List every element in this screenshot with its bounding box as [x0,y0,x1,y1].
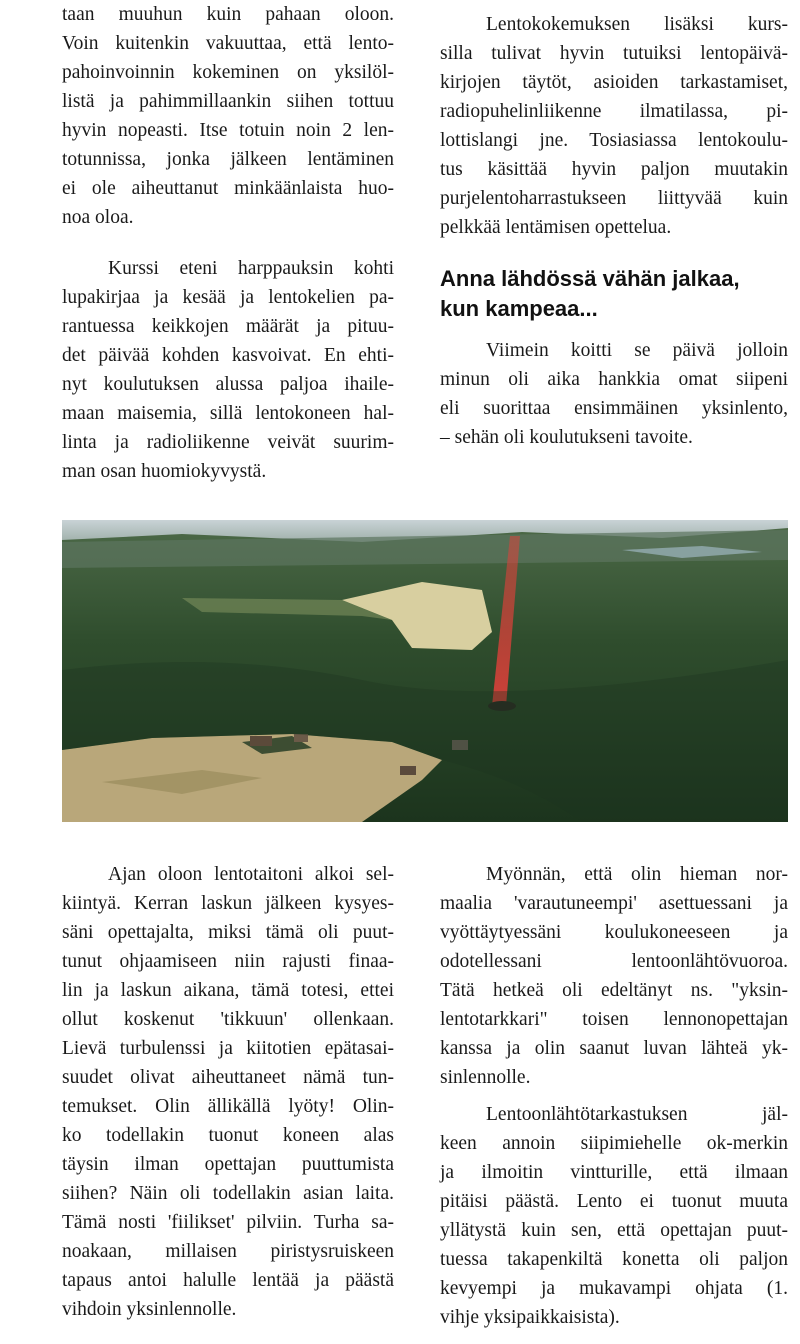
text-line: kirjojen täytöt, asioiden tarkastamiset, [440,72,788,93]
text-line: ko todellakin tuonut koneen alas [62,1125,394,1146]
text-line: listä ja pahimmillaankin siihen tottuu [62,91,394,112]
text-line: Tämä nosti 'fiilikset' pilviin. Turha sa- [62,1212,394,1233]
photo-image [62,520,788,822]
text-line: silla tulivat hyvin tutuiksi lentopäivä- [440,43,788,64]
text-line: hyvin nopeasti. Itse totuin noin 2 len- [62,120,394,141]
text-line: Ajan oloon lentotaitoni alkoi sel- [108,864,394,885]
aerial-landscape-photo [62,520,788,822]
text-line: ei ole aiheuttanut minkäänlaista huo- [62,178,394,199]
text-line: Myönnän, että olin hieman nor- [486,864,788,885]
text-line: Lievä turbulenssi ja kiitotien epätasai- [62,1038,394,1059]
text-line: tapaus antoi halulle lentää ja päästä [62,1270,394,1291]
text-line: vyöttäytyessäni koulukoneeseen ja [440,922,788,943]
text-line: tunut ohjaamiseen niin rajusti finaa- [62,951,394,972]
text-line: rantuessa keikkojen määrät ja pituu- [62,316,394,337]
text-line: kevyempi ja mukavampi ohjata (1. [440,1278,788,1299]
text-line: Tätä hetkeä oli edeltänyt ns. "yksin- [440,980,788,1001]
text-line: vihje yksipaikkaisista). [440,1307,620,1328]
text-line: Lentokokemuksen lisäksi kurs- [486,14,788,35]
text-line: temukset. Olin ällikällä lyöty! Olin- [62,1096,394,1117]
text-line: siihen? Näin oli todellakin asian laita. [62,1183,394,1204]
text-column-3 [62,860,394,1324]
text-line: ollut koskenut 'tikkuun' ollenkaan. [62,1009,394,1030]
text-line: kun kampeaa... [440,296,598,321]
text-line: noa oloa. [62,207,134,228]
text-line: radiopuhelinliikenne ilmatilassa, pi- [440,101,788,122]
text-line: lupakirjaa ja kesää ja lentokelien pa- [62,287,394,308]
text-column-1 [62,0,394,486]
text-line: maan maisemia, sillä lentokoneen hal- [62,403,394,424]
text-line: Kurssi eteni harppauksin kohti [108,258,394,279]
text-line: noakaan, millaisen piristysruiskeen [62,1241,394,1262]
text-line: odotellessani lentoonlähtövuoroa. [440,951,788,972]
text-line: ja ilmoitin vintturille, että ilmaan [440,1162,788,1183]
text-line: maalia 'varautuneempi' asettuessani ja [440,893,788,914]
text-line: keen annoin siipimiehelle ok-merkin [440,1133,788,1154]
text-column-2 [440,10,788,452]
text-line: – sehän oli koulutukseni tavoite. [440,427,693,448]
text-line: Lentoonlähtötarkastuksen jäl- [486,1104,788,1125]
section-heading [440,264,788,324]
text-line: minun oli aika hankkia omat siipeni [440,369,788,390]
paragraph [440,1100,788,1332]
text-line: tus käsittää hyvin paljon muutakin [440,159,788,180]
text-line: linta ja radioliikenne veivät suurim- [62,432,394,453]
text-line: lentotarkkari" toisen lennonopettajan [440,1009,788,1030]
text-line: sinlennolle. [440,1067,531,1088]
text-line: totunnissa, jonka jälkeen lentäminen [62,149,394,170]
text-line: eli suorittaa ensimmäinen yksinlento, [440,398,788,419]
paragraph [440,860,788,1092]
text-column-4 [440,860,788,1332]
text-line: vihdoin yksinlennolle. [62,1299,237,1320]
paragraph [62,0,394,232]
text-line: lottislangi jne. Tosiasiassa lentokoulu- [440,130,788,151]
text-line: lin ja laskun aikana, tämä totesi, ettei [62,980,394,1001]
text-line: det päivää kohden kasvoivat. En ehti- [62,345,394,366]
text-line: täysin ilman opettajan puuttumista [62,1154,394,1175]
text-line: kiintyä. Kerran laskun jälkeen kysyes- [62,893,394,914]
text-line: pahoinvoinnin kokeminen on yksilöl- [62,62,394,83]
text-line: purjelentoharrastukseen liittyvää kuin [440,188,788,209]
text-line: Voin kuitenkin vakuuttaa, että lento- [62,33,394,54]
text-line: man osan huomiokyvystä. [62,461,267,482]
text-line: yllätystä kuin sen, että opettajan puut- [440,1220,788,1241]
text-line: tuessa takapenkiltä konetta oli paljon [440,1249,788,1270]
text-line: nyt koulutuksen alussa paljoa ihaile- [62,374,394,395]
text-line: pitäisi päästä. Lento ei tuonut muuta [440,1191,788,1212]
text-line: pelkkää lentämisen opettelua. [440,217,672,238]
text-line: Anna lähdössä vähän jalkaa, [440,266,740,291]
text-line: taan muuhun kuin pahaan oloon. [62,4,394,25]
text-line: Viimein koitti se päivä jolloin [486,340,788,361]
paragraph [62,254,394,486]
paragraph [440,336,788,452]
paragraph [62,860,394,1324]
text-line: kanssa ja olin saanut luvan lähteä yk- [440,1038,788,1059]
paragraph [440,10,788,242]
text-line: säni opettajalta, miksi tämä oli puut- [62,922,394,943]
text-line: suudet olivat aiheuttaneet nämä tun- [62,1067,394,1088]
